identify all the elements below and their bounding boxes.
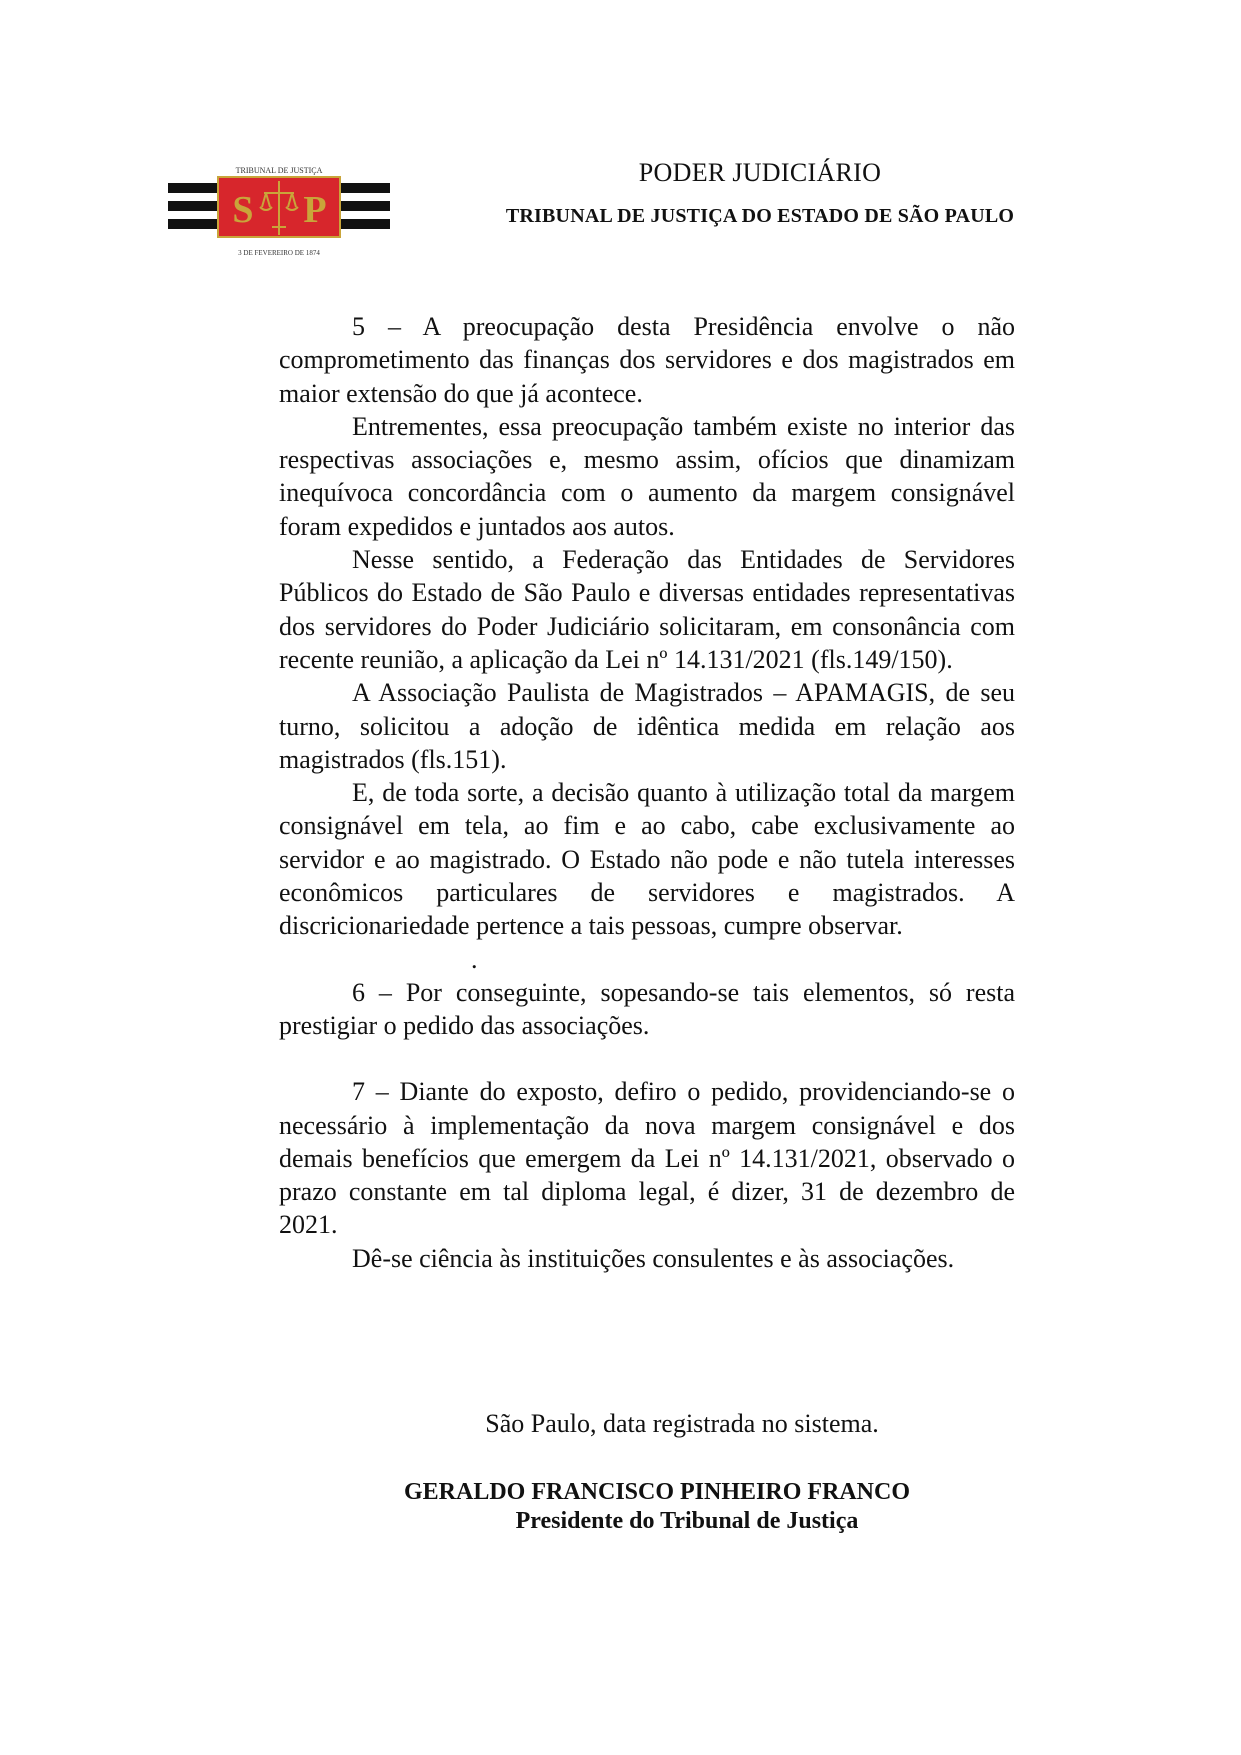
paragraph-6: 6 – Por conseguinte, sopesando-se tais elementos, só resta prestigiar o pedido das associações. <box>279 977 1015 1040</box>
paragraph-5-toda-sorte: E, de toda sorte, a decisão quanto à utilização total da margem consignável em tela, ao fim e ao cabo, cabe exclusivamente ao servidor e ao magistrado. O Estado não pode e não tutela interesses econômicos particulares de servidores e magistrados. A discricionariedade pertence a tais pessoas, cumpre observar. <box>279 778 1015 941</box>
stray-dot: . <box>471 944 478 974</box>
logo-letter-s: S <box>232 189 254 231</box>
paragraph-5: 5 – A preocupação desta Presidência envolve o não comprometimento das finanças dos servidores e dos magistrados em maior extensão do que já acontece. <box>279 312 1015 408</box>
document-body <box>279 310 1015 1275</box>
paragraph-7-ciencia: Dê-se ciência às instituições consulentes e às associações. <box>352 1243 955 1273</box>
paragraph-5-nesse-sentido: Nesse sentido, a Federação das Entidades de Servidores Públicos do Estado de São Paulo e diversas entidades representativas dos servidores do Poder Judiciário solicitaram, em consonância com recente reunião, a aplicação da Lei nº 14.131/2021 (fls.149/150). <box>279 545 1015 674</box>
paragraph-5-entrementes: Entrementes, essa preocupação também existe no interior das respectivas associações e, mesmo assim, ofícios que dinamizam inequívoca concordância com o aumento da margem consignável foram expedidos e juntados aos autos. <box>279 411 1015 541</box>
closing-line: São Paulo, data registrada no sistema. <box>485 1409 879 1438</box>
header-subtitle: TRIBUNAL DE JUSTIÇA DO ESTADO DE SÃO PAULO <box>505 205 1015 227</box>
paragraph-spacer <box>279 1042 1015 1075</box>
paragraph-5-apamagis: A Associação Paulista de Magistrados – APAMAGIS, de seu turno, solicitou a adoção de idêntica medida em relação aos magistrados (fls.151). <box>279 678 1015 774</box>
court-logo <box>168 165 390 267</box>
logo-top-text: TRIBUNAL DE JUSTIÇA <box>235 166 323 175</box>
logo-bottom-text: 3 DE FEVEREIRO DE 1874 <box>238 249 320 257</box>
signer-role: Presidente do Tribunal de Justiça <box>515 1508 859 1534</box>
paragraph-7: 7 – Diante do exposto, defiro o pedido, providenciando-se o necessário à implementação da nova margem consignável e dos demais benefícios que emergem da Lei nº 14.131/2021, observado o prazo constante em tal diploma legal, é dizer, 31 de dezembro de 2021. <box>279 1077 1015 1240</box>
header-title: PODER JUDICIÁRIO <box>638 158 882 187</box>
logo-letter-p: P <box>303 189 327 231</box>
signer-name: GERALDO FRANCISCO PINHEIRO FRANCO <box>403 1479 911 1505</box>
